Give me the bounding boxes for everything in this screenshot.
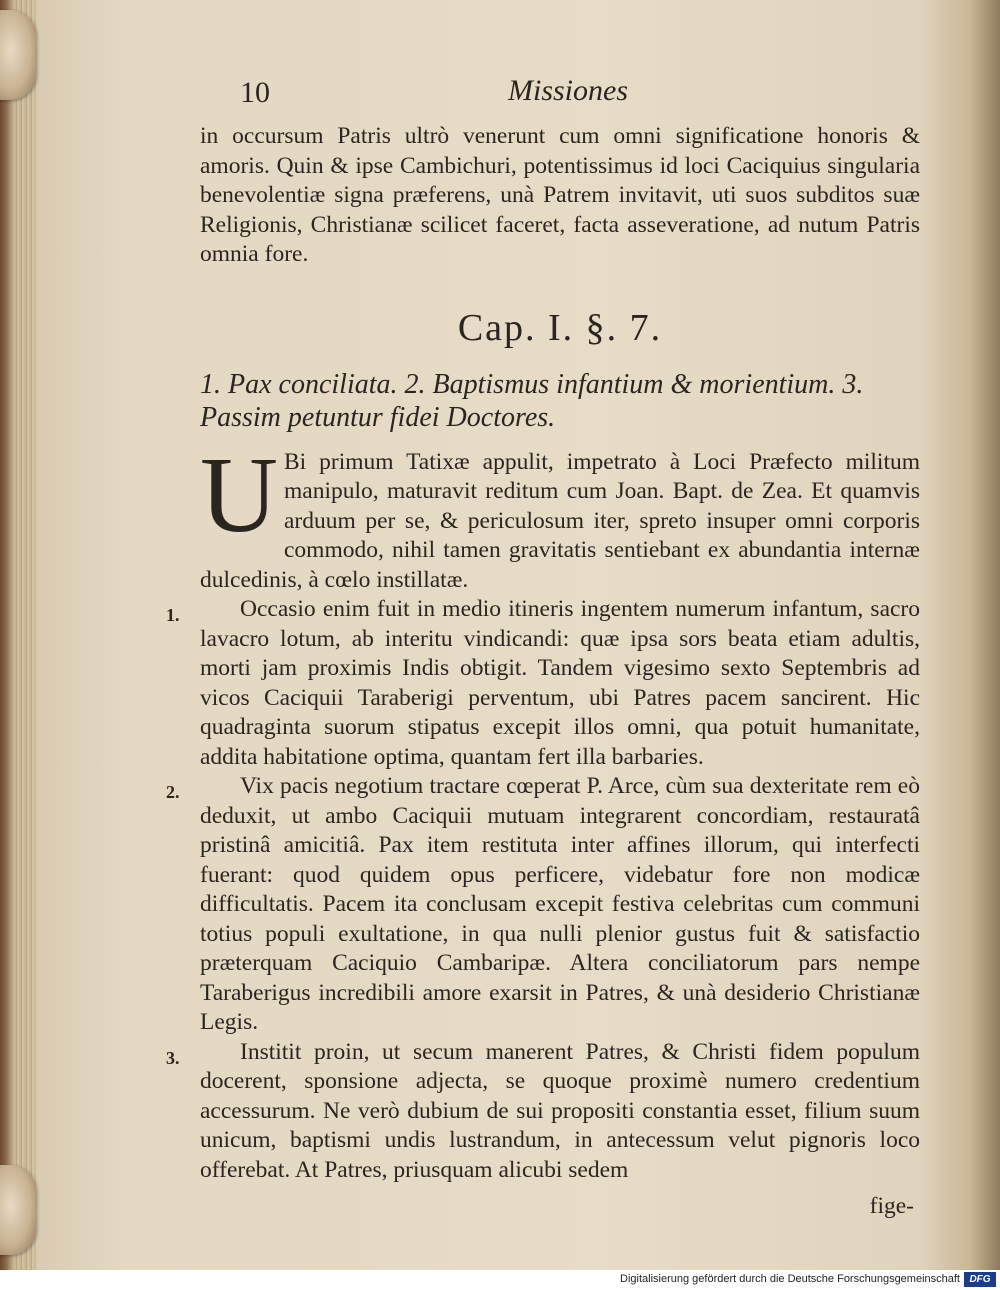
drop-cap: U xyxy=(200,435,278,555)
book-clasp-bottom xyxy=(0,1165,36,1255)
running-head xyxy=(200,70,920,122)
marginal-number: 2. xyxy=(166,782,180,802)
paragraph-text: Institit proin, ut secum manerent Patres, & Christi fidem populum docerent, sponsione adjecta, se quoque proximè numero credentium accessurum. Ne verò dubium de sui propositi constantia esset, filium suum unicum, baptismi undis lustrandum, in antecessum velut pignoris loco offerebat. At Patres, priusquam alicubi sedem xyxy=(200,1038,920,1183)
catchword: fige- xyxy=(869,1193,914,1219)
chapter-heading: Cap. I. §. 7. xyxy=(457,306,663,349)
numbered-paragraph-2 xyxy=(166,772,920,1038)
paragraph-text: Occasio enim fuit in medio itineris ingentem numerum infantum, sacro lavacro lotum, ab interitu vindicandi: quæ ipsa sors beata etiam adultis, morti jam proximis Indis obtigit. Tandem vigesimo sexto Septembris ad vicos Caciquii Taraberigi perventum, ubi Patres pacem sancirent. Hic quadraginta suorum stipatus excepit illos omni, qua potuit humanitate, addita habitatione optima, quantam fert illa barbaries. xyxy=(200,596,920,770)
numbered-paragraph-1 xyxy=(166,595,920,772)
marginal-number: 1. xyxy=(166,605,180,625)
funding-note: Digitalisierung gefördert durch die Deutsche Forschungsgemeinschaft xyxy=(620,1273,960,1285)
running-title: Missiones xyxy=(508,74,628,107)
numbered-paragraph-3 xyxy=(166,1038,920,1186)
page-number: 10 xyxy=(240,76,270,109)
first-paragraph xyxy=(200,435,920,596)
marginal-number: 3. xyxy=(166,1047,180,1068)
page-edge xyxy=(14,0,36,1270)
first-paragraph-text: Bi primum Tatixæ appulit, impetrato à Loci Præfecto militum manipulo, maturavit reditum cum Joan. Bapt. de Zea. Et quamvis arduum per se, & periculosum iter, spreto insuper omni corporis commodo, nihil tamen gravitatis sentiebant ex abundantia internæ dulcedinis, à cœlo instillatæ. xyxy=(200,448,920,593)
paragraph-text: Vix pacis negotium tractare cœperat P. Arce, cùm sua dexteritate rem eò deduxit, ut ambo Caciquii mutuam integrarent concordiam, restauratâ pristinâ amicitiâ. Pax item restituta inter affines illorum, qui interfecti fuerant: quod quidem opus perficere, videbatur fore non modicæ difficultatis. Pacem ita conclusam excepit festiva celebritas cum communi totius populi exultatione, in qua nulli plenior gustus fuit & satisfactio præterquam Caciquio Cambaripæ. Altera conciliatorum pars nempe Taraberigus incredibili amore exarsit in Patres, & unà desiderio Christianæ Legis. xyxy=(200,773,920,1035)
dfg-logo: DFG xyxy=(964,1272,996,1287)
continuation-paragraph: in occursum Patris ultrò venerunt cum omni significatione honoris & amoris. Quin & ipse Cambichuri, potentissimus id loci Caciquius singularia benevolentiæ signa præferens, unà Patrem invitavit, uti suos subditos suæ Religionis, Christianæ scilicet faceret, facta asseveratione, ad nutum Patris omnia fore. xyxy=(200,123,920,267)
page-text-block xyxy=(166,70,920,1220)
chapter-summary: 1. Pax conciliata. 2. Baptismus infantium & morientium. 3. Passim petuntur fidei Doctores. xyxy=(200,368,864,433)
book-clasp-top xyxy=(0,10,36,100)
footer-bar xyxy=(0,1270,1000,1290)
